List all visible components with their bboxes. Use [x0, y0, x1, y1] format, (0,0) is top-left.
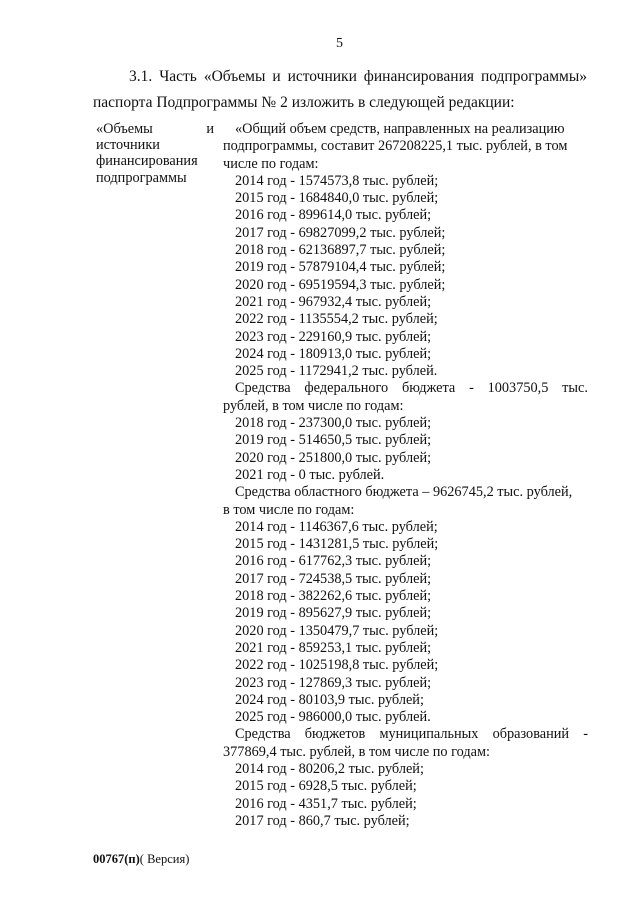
regional-line-2: в том числе по годам:	[223, 501, 355, 518]
federal-year-item: 2021 год - 0 тыс. рублей.	[235, 466, 385, 483]
left-column-label	[96, 121, 214, 186]
federal-word: 1003750,5	[487, 380, 549, 397]
total-year-item: 2022 год - 1135554,2 тыс. рублей;	[235, 311, 438, 328]
regional-year-list	[223, 519, 588, 727]
left-label-line-4: подпрограммы	[96, 169, 187, 186]
right-column-content	[223, 121, 588, 830]
total-year-item: 2019 год - 57879104,4 тыс. рублей;	[235, 259, 446, 276]
federal-year-item: 2019 год - 514650,5 тыс. рублей;	[235, 432, 432, 449]
federal-line-1	[223, 380, 588, 397]
regional-year-item: 2023 год - 127869,3 тыс. рублей;	[235, 674, 432, 691]
federal-word: тыс.	[562, 380, 588, 397]
municipal-year-item: 2014 год - 80206,2 тыс. рублей;	[235, 760, 424, 777]
regional-year-item: 2015 год - 1431281,5 тыс. рублей;	[235, 536, 439, 553]
total-year-item: 2023 год - 229160,9 тыс. рублей;	[235, 328, 432, 345]
total-year-list	[223, 173, 588, 381]
total-year-item: 2025 год - 1172941,2 тыс. рублей.	[235, 363, 438, 380]
federal-section	[223, 380, 588, 484]
municipal-year-item: 2015 год - 6928,5 тыс. рублей;	[235, 778, 417, 795]
total-year-item: 2020 год - 69519594,3 тыс. рублей;	[235, 276, 446, 293]
municipal-line-1	[223, 726, 588, 743]
total-line-1-text: «Общий объем средств, направленных на реализацию	[235, 121, 565, 137]
total-year-item: 2017 год - 69827099,2 тыс. рублей;	[235, 224, 446, 241]
intro-line-2: паспорта Подпрограммы № 2 изложить в следующей редакции:	[93, 94, 515, 111]
footer-document-code	[93, 852, 189, 867]
municipal-word: -	[583, 726, 588, 743]
municipal-line-2: 377869,4 тыс. рублей, в том числе по годам:	[223, 743, 491, 760]
regional-year-item: 2019 год - 895627,9 тыс. рублей;	[235, 605, 432, 622]
regional-year-item: 2025 год - 986000,0 тыс. рублей.	[235, 709, 431, 726]
page-number: 5	[336, 36, 343, 51]
left-label-word-and: и	[206, 121, 214, 137]
regional-year-item: 2016 год - 617762,3 тыс. рублей;	[235, 553, 432, 570]
federal-year-item: 2018 год - 237300,0 тыс. рублей;	[235, 415, 432, 432]
regional-section	[223, 484, 588, 726]
municipal-year-item: 2017 год - 860,7 тыс. рублей;	[235, 812, 410, 829]
federal-word: -	[469, 380, 474, 397]
federal-line-2: рублей, в том числе по годам:	[223, 397, 404, 414]
regional-year-item: 2024 год - 80103,9 тыс. рублей;	[235, 691, 424, 708]
left-label-line-2: источники	[96, 137, 160, 154]
total-year-item: 2016 год - 899614,0 тыс. рублей;	[235, 207, 432, 224]
document-version: ( Версия)	[139, 852, 190, 866]
regional-year-item: 2022 год - 1025198,8 тыс. рублей;	[235, 657, 439, 674]
total-year-item: 2018 год - 62136897,7 тыс. рублей;	[235, 242, 446, 259]
regional-year-item: 2021 год - 859253,1 тыс. рублей;	[235, 639, 432, 656]
regional-year-item: 2018 год - 382262,6 тыс. рублей;	[235, 588, 432, 605]
left-label-line-1	[96, 121, 214, 137]
municipal-word: образований	[492, 726, 570, 743]
total-year-item: 2024 год - 180913,0 тыс. рублей;	[235, 345, 432, 362]
total-year-item: 2014 год - 1574573,8 тыс. рублей;	[235, 172, 439, 189]
municipal-word: муниципальных	[379, 726, 479, 743]
federal-year-item: 2020 год - 251800,0 тыс. рублей;	[235, 449, 432, 466]
municipal-year-item: 2016 год - 4351,7 тыс. рублей;	[235, 795, 417, 812]
total-line-2: подпрограммы, составит 267208225,1 тыс. рублей, в том	[223, 138, 568, 155]
regional-year-item: 2017 год - 724538,5 тыс. рублей;	[235, 570, 432, 587]
total-year-item: 2021 год - 967932,4 тыс. рублей;	[235, 293, 432, 310]
left-label-line-3: финансирования	[96, 153, 198, 170]
federal-word: Средства	[235, 380, 291, 397]
municipal-word: бюджетов	[304, 726, 366, 743]
left-label-word-volumes: «Объемы	[96, 121, 153, 137]
intro-line-1: 3.1. Часть «Объемы и источники финансирования подпрограммы»	[129, 68, 587, 85]
total-line-3: числе по годам:	[223, 155, 319, 172]
total-section	[223, 121, 588, 380]
municipal-word: Средства	[235, 726, 291, 743]
federal-year-list	[223, 415, 588, 484]
total-line-1	[223, 121, 588, 138]
regional-year-item: 2014 год - 1146367,6 тыс. рублей;	[235, 518, 438, 535]
regional-line-1: Средства областного бюджета – 9626745,2 тыс. рублей,	[235, 484, 573, 501]
regional-year-item: 2020 год - 1350479,7 тыс. рублей;	[235, 622, 439, 639]
federal-word: федерального	[304, 380, 389, 397]
municipal-year-list	[223, 761, 588, 830]
document-code: 00767(п)	[93, 852, 140, 866]
total-year-item: 2015 год - 1684840,0 тыс. рублей;	[235, 190, 439, 207]
federal-word: бюджета	[401, 380, 456, 397]
municipal-section	[223, 726, 588, 830]
